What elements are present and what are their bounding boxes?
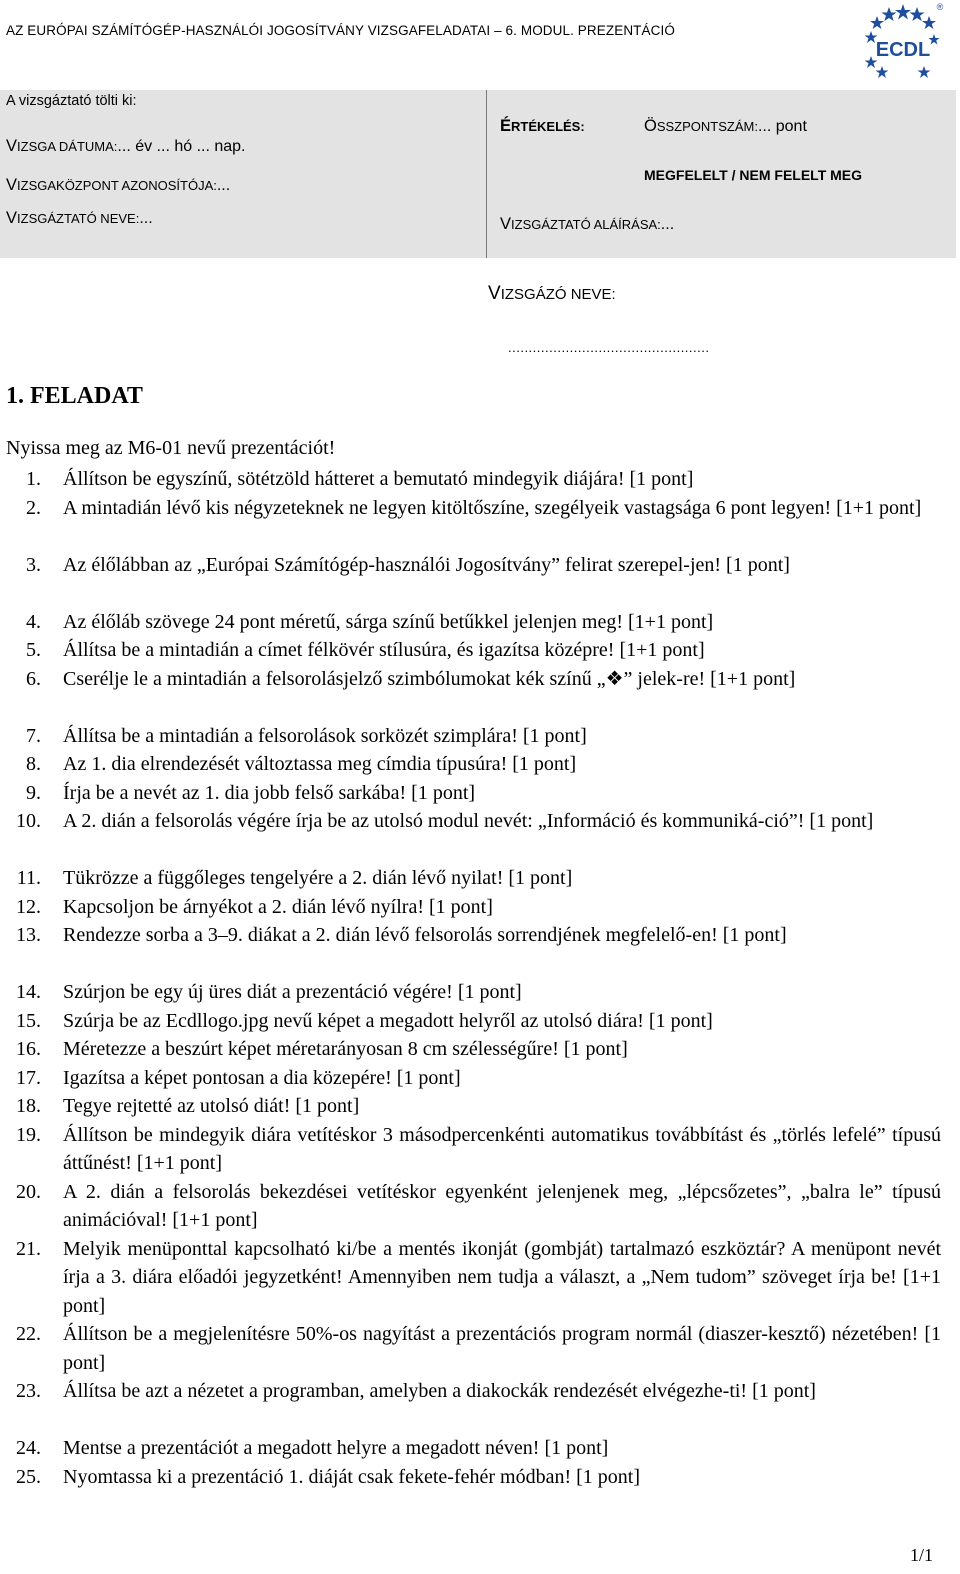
task-text: Állítsa be a mintadián a felsorolások sorközét szimplára! [1 pont] xyxy=(63,724,587,747)
task-number: 9. xyxy=(26,781,41,804)
task-number: 16. xyxy=(16,1038,41,1060)
examiner-signature-value[interactable]: ... xyxy=(660,216,675,233)
ecdl-logo xyxy=(858,0,948,78)
task-text: Állítson be egyszínű, sötétzöld hátteret a bemutató mindegyik diájára! [1 pont] xyxy=(63,468,694,490)
total-score-value[interactable]: ... pont xyxy=(757,118,807,135)
task-item xyxy=(0,864,960,893)
task-item xyxy=(0,1178,960,1235)
task-item xyxy=(0,1434,960,1463)
task-number: 25. xyxy=(16,1465,41,1488)
task-item xyxy=(0,494,960,551)
examiner-name-field: VIZSGÁZTATÓ NEVE:... xyxy=(6,209,153,227)
evaluation-label: ÉRTÉKELÉS: xyxy=(500,117,585,135)
task-number: 17. xyxy=(16,1066,41,1089)
task-item xyxy=(0,779,960,808)
task-text: Melyik menüponttal kapcsolható ki/be a mentés ikonját (gombját) tartalmazó eszköztár? A menüpont nevét írja a 3. diára előadói jegyzetként! Amennyiben nem tudja a választ, a „Nem tudom” szöveget írja be! [1+1 pont] xyxy=(63,1237,941,1317)
page-number: 1/1 xyxy=(910,1545,934,1565)
task-number: 2. xyxy=(26,496,41,519)
task-text: Állítsa be a mintadián a címet félkövér stílusúra, és igazítsa középre! [1+1 pont] xyxy=(63,639,705,661)
task-text: Nyomtassa ki a prezentáció 1. diáját csak fekete-fehér módban! [1 pont] xyxy=(63,1465,640,1488)
task-number: 10. xyxy=(16,810,41,832)
task-item xyxy=(0,722,960,751)
task-number: 14. xyxy=(16,981,41,1003)
task-text: A 2. dián a felsorolás bekezdései vetítéskor egyenként jelenjenek meg, „lépcsőzetes”, „balra le” típusú animációval! [1+1 pont] xyxy=(63,1180,941,1231)
task-number: 6. xyxy=(26,667,41,690)
task-number: 20. xyxy=(16,1180,41,1203)
task-number: 13. xyxy=(16,924,41,946)
page-header xyxy=(0,0,960,88)
examiner-signature-field: VIZSGÁZTATÓ ALÁÍRÁSA:... xyxy=(500,215,675,233)
task-item xyxy=(0,1121,960,1178)
task-text: Az élőlábban az „Európai Számítógép-használói Jogosítvány” felirat szerepel-jen! [1 pont] xyxy=(63,553,790,576)
task-item xyxy=(0,1463,960,1492)
exam-date-field: VIZSGA DÁTUMA:... év ... hó ... nap. xyxy=(6,137,246,155)
task-item xyxy=(0,608,960,637)
task-item xyxy=(0,1007,960,1036)
task-number: 3. xyxy=(26,553,41,576)
task-item xyxy=(0,1377,960,1434)
task-number: 15. xyxy=(16,1009,41,1032)
task-text: Mentse a prezentációt a megadott helyre a megadott néven! [1 pont] xyxy=(63,1437,609,1459)
fill-note: A vizsgáztató tölti ki: xyxy=(6,93,137,109)
task-text: Az 1. dia elrendezését változtassa meg címdia típusúra! [1 pont] xyxy=(63,753,577,775)
task-number: 21. xyxy=(16,1237,41,1260)
examiner-name-value[interactable]: ... xyxy=(139,210,153,227)
task-number: 7. xyxy=(26,724,41,747)
task-item xyxy=(0,551,960,608)
task-number: 24. xyxy=(16,1437,41,1459)
header-title: AZ EURÓPAI SZÁMÍTÓGÉP-HASZNÁLÓI JOGOSÍTVÁNY VIZSGAFELADATAI – 6. MODUL. PREZENTÁCIÓ xyxy=(6,23,675,38)
task-number: 18. xyxy=(16,1095,41,1117)
task-item xyxy=(0,636,960,665)
logo-registered-mark: ® xyxy=(936,2,944,12)
task-item xyxy=(0,893,960,922)
task-text: Cserélje le a mintadián a felsorolásjelző szimbólumokat kék színű „❖” jelek-re! [1+1 pont] xyxy=(63,667,796,690)
logo-text: ECDL xyxy=(875,39,931,61)
task-text: Szúrja be az Ecdllogo.jpg nevű képet a megadott helyről az utolsó diára! [1 pont] xyxy=(63,1009,713,1032)
task-intro: Nyissa meg az M6-01 nevű prezentációt! xyxy=(6,437,336,459)
task-item xyxy=(0,465,960,494)
task-text: Szúrjon be egy új üres diát a prezentáció végére! [1 pont] xyxy=(63,981,522,1003)
task-text: Rendezze sorba a 3–9. diákat a 2. dián lévő felsorolás sorrendjének megfelelő-en! [1 pont] xyxy=(63,924,787,946)
task-text: Tegye rejtetté az utolsó diát! [1 pont] xyxy=(63,1095,360,1117)
task-text: Állítsa be azt a nézetet a programban, amelyben a diakockák rendezését elvégezhe-ti! [1 pont] xyxy=(63,1380,816,1402)
task-number: 8. xyxy=(26,753,41,775)
task-text: Írja be a nevét az 1. dia jobb felső sarkába! [1 pont] xyxy=(63,781,476,804)
task-item xyxy=(0,921,960,978)
task-text: Állítson be a megjelenítésre 50%-os nagyítást a prezentációs program normál (diaszer-kesztő) nézetében! [1 pont] xyxy=(63,1323,941,1374)
task-number: 23. xyxy=(16,1380,41,1402)
task-text: Állítson be mindegyik diára vetítéskor 3 másodpercenkénti automatikus továbbítást és „törlés lefelé” típusú áttűnést! [1+1 pont] xyxy=(63,1123,941,1174)
total-score-field: ÖSSZPONTSZÁM:... pont xyxy=(644,117,807,135)
candidate-name-value[interactable]: ................................................. xyxy=(508,340,710,355)
exam-center-id-value[interactable]: ... xyxy=(216,177,231,194)
task-text: Tükrözze a függőleges tengelyére a 2. dián lévő nyilat! [1 pont] xyxy=(63,867,573,889)
task-item xyxy=(0,1235,960,1321)
task-number: 11. xyxy=(16,867,41,889)
task-number: 5. xyxy=(26,639,41,661)
pass-fail-options[interactable]: MEGFELELT / NEM FELELT MEG xyxy=(644,167,863,183)
task-text: Igazítsa a képet pontosan a dia közepére! [1 pont] xyxy=(63,1066,461,1089)
task-number: 1. xyxy=(26,468,41,490)
task-item xyxy=(0,750,960,779)
exam-center-id-field: VIZSGAKÖZPONT AZONOSÍTÓJA:... xyxy=(6,176,231,194)
task-item xyxy=(0,1092,960,1121)
task-text: Az élőláb szövege 24 pont méretű, sárga színű betűkkel jelenjen meg! [1+1 pont] xyxy=(63,610,714,633)
task-text: Kapcsoljon be árnyékot a 2. dián lévő nyílra! [1 pont] xyxy=(63,895,493,918)
task-heading: 1. FELADAT xyxy=(6,383,143,409)
candidate-name-label: VIZSGÁZÓ NEVE: xyxy=(488,283,616,304)
task-number: 19. xyxy=(16,1123,41,1146)
info-box-divider xyxy=(486,90,487,258)
task-item xyxy=(0,665,960,722)
exam-info-box xyxy=(0,90,956,258)
task-text: Méretezze a beszúrt képet méretarányosan 8 cm szélességűre! [1 pont] xyxy=(63,1038,628,1060)
task-number: 12. xyxy=(16,895,41,918)
task-number: 4. xyxy=(26,610,41,633)
task-text: A mintadián lévő kis négyzeteknek ne legyen kitöltőszíne, szegélyeik vastagsága 6 pont legyen! [1+1 pont] xyxy=(63,496,922,519)
task-number: 22. xyxy=(16,1323,41,1345)
task-item xyxy=(0,1320,960,1377)
task-item xyxy=(0,807,960,864)
task-text: A 2. dián a felsorolás végére írja be az utolsó modul nevét: „Információ és kommuniká-ció”! [1 pont] xyxy=(63,810,874,832)
task-item xyxy=(0,1035,960,1064)
task-item xyxy=(0,978,960,1007)
task-item xyxy=(0,1064,960,1093)
exam-date-value[interactable]: ... év ... hó ... nap. xyxy=(117,138,246,155)
